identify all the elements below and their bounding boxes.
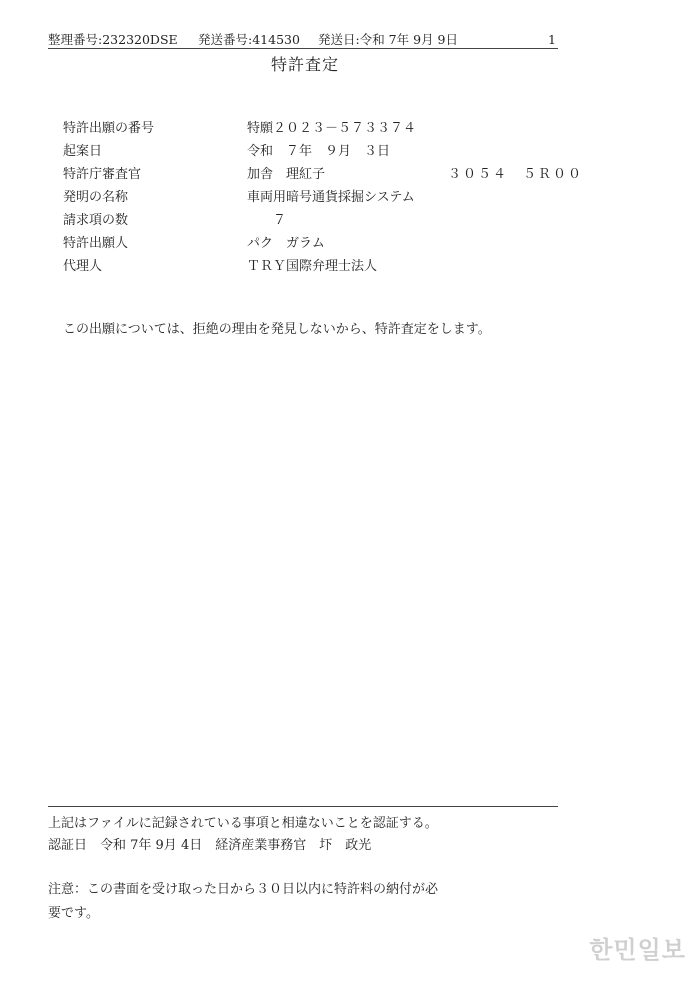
field-value: 特願２０２３－５７３３７４ — [247, 121, 417, 136]
field-applicant — [63, 235, 563, 258]
field-value: 加舎 理紅子 — [247, 167, 326, 182]
field-label: 代理人 — [63, 259, 103, 274]
field-label: 特許出願の番号 — [63, 121, 155, 136]
watermark-logo: 한민일보 — [589, 936, 686, 964]
document-header — [48, 32, 558, 49]
payment-notice-line-1: 注意：この書面を受け取った日から３０日以内に特許料の納付が必 — [48, 882, 439, 897]
field-examiner — [63, 166, 584, 189]
field-label: 発明の名称 — [63, 190, 129, 205]
field-agent — [63, 258, 563, 281]
field-value: ＴＲＹ国際弁理士法人 — [247, 259, 378, 274]
payment-notice-line-2: 要です。 — [48, 906, 99, 921]
field-label: 起案日 — [63, 144, 103, 159]
reference-number: 整理番号:232320DSE — [48, 32, 178, 47]
field-invention-title — [63, 189, 563, 212]
field-application-number — [63, 120, 563, 143]
certification-date: 認証日 令和 7年 9月 4日 経済産業事務官 圷 政光 — [48, 838, 372, 853]
decision-statement: この出願については、拒絶の理由を発見しないから、特許査定をします。 — [63, 322, 491, 337]
field-label: 請求項の数 — [63, 213, 129, 228]
certification-statement: 上記はファイルに記録されている事項と相違ないことを認証する。 — [48, 816, 438, 831]
field-value: パク ガラム — [247, 236, 325, 251]
examiner-code: ３０５４ ５Ｒ００ — [448, 167, 584, 182]
document-title: 特許査定 — [270, 55, 339, 74]
field-label: 特許庁審査官 — [63, 167, 142, 182]
field-value: 令和 ７年 ９月 ３日 — [247, 144, 391, 159]
field-draft-date — [63, 143, 563, 166]
page-number: 1 — [548, 32, 556, 47]
field-value: 車両用暗号通貨採掘システム — [247, 190, 415, 205]
field-claim-count — [63, 212, 563, 235]
field-value: ７ — [247, 213, 287, 228]
dispatch-date: 発送日:令和 7年 9月 9日 — [318, 32, 458, 47]
field-label: 特許出願人 — [63, 236, 129, 251]
application-fields — [63, 120, 584, 281]
dispatch-number: 発送番号:414530 — [198, 32, 300, 47]
footer-divider — [48, 806, 558, 807]
